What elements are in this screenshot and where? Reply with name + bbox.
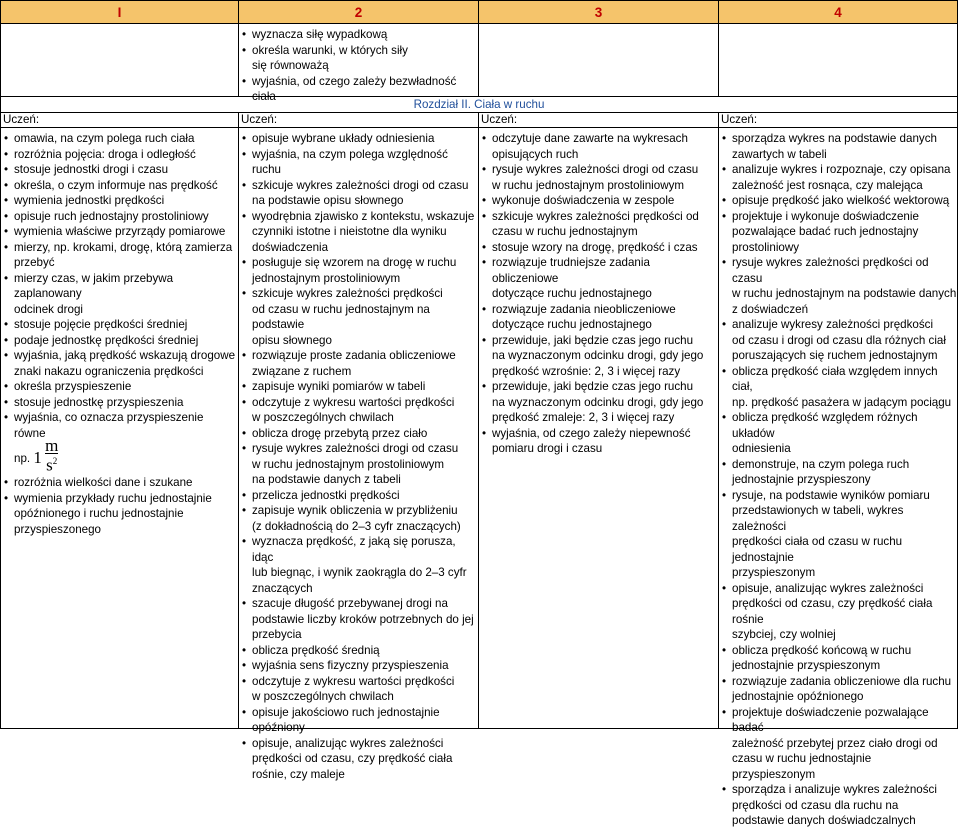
list-item: • wyznacza siłę wypadkową xyxy=(239,27,478,43)
list-item: • odczytuje dane zawarte na wykresach xyxy=(479,131,718,147)
top-cell-1 xyxy=(0,23,239,97)
list-item: prędkość wzrośnie: 2, 3 i więcej razy xyxy=(492,364,681,378)
list-item: jednostajnym prostoliniowym xyxy=(252,271,401,285)
list-item: • odczytuje z wykresu wartości prędkości xyxy=(239,674,478,690)
list-item: • rozróżnia pojęcia: droga i odległość xyxy=(1,147,238,163)
list-item: • stosuje jednostkę przyspieszenia xyxy=(1,395,238,411)
list-item: opisu słownego xyxy=(252,333,332,347)
list-item: jednostajnie przyspieszony xyxy=(732,473,871,486)
list-item: w ruchu jednostajnym na podstawie danych xyxy=(732,287,957,300)
list-item: od czasu i drogi od czasu dla różnych ciał xyxy=(732,333,946,347)
list-item: • wykonuje doświadczenia w zespole xyxy=(479,193,718,209)
list-item: • oblicza prędkość względem różnych układów xyxy=(719,410,957,441)
list-item: poruszających się ruchem jednostajnym xyxy=(732,349,938,362)
section-title: Rozdział II. Ciała w ruchu xyxy=(413,98,545,111)
list-item: zawartych w tabeli xyxy=(732,147,827,161)
list-item: w poszczególnych chwilach xyxy=(252,411,394,424)
col1-list xyxy=(1,131,238,441)
list-item: • rozwiązuje trudniejsze zadania obliczeniowe xyxy=(479,255,718,286)
content-col-4 xyxy=(718,127,958,827)
list-item: • opisuje wybrane układy odniesienia xyxy=(239,131,478,147)
list-item: rośnie, czy maleje xyxy=(252,767,345,781)
list-item: • oblicza drogę przebytą przez ciało xyxy=(239,426,478,442)
formula-num: m xyxy=(45,435,59,455)
list-item: opóźniony xyxy=(252,721,305,734)
list-item: szybciej, czy wolniej xyxy=(732,628,836,641)
col4-list xyxy=(719,131,957,829)
formula-prefix: np. xyxy=(14,451,31,465)
list-item: (z dokładnością do 2–3 cyfr znaczących) xyxy=(252,519,461,533)
list-item: • określa przyspieszenie xyxy=(1,379,238,395)
list-item: • wyjaśnia, od czego zależy bezwładność ciała xyxy=(239,74,478,105)
list-item: pozwalające badać ruch jednostajny xyxy=(732,225,919,238)
list-item: prędkości od czasu dla ruchu na xyxy=(732,798,899,812)
list-item: przyspieszonym xyxy=(732,566,816,579)
list-item: • oblicza prędkość końcową w ruchu xyxy=(719,643,957,659)
header-col-3: 3 xyxy=(478,0,719,24)
col2-list xyxy=(239,131,478,782)
list-item: • mierzy, np. krokami, drogę, którą zamierza xyxy=(1,240,238,256)
col3-list xyxy=(479,131,718,457)
list-item: • rysuje wykres zależności prędkości od czasu xyxy=(719,255,957,286)
list-item: prędkości od czasu, czy prędkość ciała rośnie xyxy=(732,597,933,626)
list-item: • wyjaśnia, od czego zależy niepewność xyxy=(479,426,718,442)
list-item: czasu w ruchu jednostajnym xyxy=(492,225,638,238)
list-item: odcinek drogi xyxy=(14,302,83,316)
list-item: • określa, o czym informuje nas prędkość xyxy=(1,178,238,194)
list-item: lub biegnąc, i wynik zaokrągla do 2–3 cyfr xyxy=(252,566,467,579)
list-item: • rysuje, na podstawie wyników pomiaru xyxy=(719,488,957,504)
list-item: • rozwiązuje zadania obliczeniowe dla ruchu xyxy=(719,674,957,690)
formula xyxy=(1,435,238,475)
list-item: podstawie liczby kroków potrzebnych do jej xyxy=(252,612,474,626)
list-item: • szkicuje wykres zależności drogi od czasu xyxy=(239,178,478,194)
list-item: w ruchu jednostajnym prostoliniowym xyxy=(492,178,685,192)
list-item: odniesienia xyxy=(732,442,791,455)
list-item: • rozwiązuje proste zadania obliczeniowe xyxy=(239,348,478,364)
list-item: • przewiduje, jaki będzie czas jego ruchu xyxy=(479,379,718,395)
list-item: • stosuje jednostki drogi i czasu xyxy=(1,162,238,178)
list-item: • oblicza prędkość ciała względem innych ciał, xyxy=(719,364,957,395)
list-item: przebyć xyxy=(14,256,55,269)
col1-after-list xyxy=(1,475,238,537)
list-item: • projektuje i wykonuje doświadczenie xyxy=(719,209,957,225)
list-item: prędkość zmaleje: 2, 3 i więcej razy xyxy=(492,411,675,424)
list-item: przedstawionych w tabeli, wykres zależności xyxy=(732,504,904,533)
list-item: • opisuje ruch jednostajny prostoliniowy xyxy=(1,209,238,225)
top-list xyxy=(239,27,478,105)
list-item: prostoliniowy xyxy=(732,240,800,254)
list-item: doświadczenia xyxy=(252,240,329,254)
list-item: w ruchu jednostajnym prostoliniowym xyxy=(252,457,445,471)
list-item: • rysuje wykres zależności drogi od czasu xyxy=(239,441,478,457)
list-item: • wymienia przykłady ruchu jednostajnie xyxy=(1,491,238,507)
list-item: opisujących ruch xyxy=(492,147,579,161)
list-item: • sporządza wykres na podstawie danych xyxy=(719,131,957,147)
list-item: • wyznacza prędkość, z jaką się porusza, idąc xyxy=(239,534,478,565)
content-col-2 xyxy=(238,127,479,781)
list-item: • rozwiązuje zadania nieobliczeniowe xyxy=(479,302,718,318)
top-cell-4 xyxy=(718,23,958,97)
list-item: • podaje jednostkę prędkości średniej xyxy=(1,333,238,349)
list-item: jednostajnie przyspieszonym xyxy=(732,659,881,672)
list-item: opóźnionego i ruchu jednostajnie xyxy=(14,507,184,520)
list-item: dotyczące ruchu jednostajnego xyxy=(492,287,652,300)
list-item: zależność jest rosnąca, czy malejąca xyxy=(732,178,923,192)
top-cell-3 xyxy=(478,23,719,97)
content-col-3 xyxy=(478,127,719,729)
list-item: od czasu w ruchu jednostajnym na podstawie xyxy=(252,302,430,331)
list-item: • stosuje wzory na drogę, prędkość i czas xyxy=(479,240,718,256)
list-item: • sporządza i analizuje wykres zależności xyxy=(719,782,957,798)
list-item: • opisuje, analizując wykres zależności xyxy=(719,581,957,597)
student-label-3: Uczeń: xyxy=(478,112,719,128)
list-item: • wyjaśnia, co oznacza przyspieszenie równe xyxy=(1,410,238,441)
list-item: • rysuje wykres zależności drogi od czasu xyxy=(479,162,718,178)
list-item: związane z ruchem xyxy=(252,364,352,378)
list-item: jednostajnie opóźnionego xyxy=(732,690,864,703)
list-item: • zapisuje wynik obliczenia w przybliżeniu xyxy=(239,503,478,519)
list-item: • wyodrębnia zjawisko z kontekstu, wskazuje xyxy=(239,209,478,225)
list-item: • analizuje wykresy zależności prędkości xyxy=(719,317,957,333)
student-label-2: Uczeń: xyxy=(238,112,479,128)
list-item: np. prędkość pasażera w jadącym pociągu xyxy=(732,395,952,409)
list-item: • opisuje jakościowo ruch jednostajnie xyxy=(239,705,478,721)
list-item: prędkości ciała od czasu w ruchu jednostajnie xyxy=(732,535,903,564)
student-label-4: Uczeń: xyxy=(718,112,958,128)
formula-fraction xyxy=(45,435,59,475)
list-item: • wyjaśnia, jaką prędkość wskazują drogowe xyxy=(1,348,238,364)
formula-den: s xyxy=(46,455,53,475)
list-item: • omawia, na czym polega ruch ciała xyxy=(1,131,238,147)
top-cell-2 xyxy=(238,23,479,103)
list-item: • opisuje prędkość jako wielkość wektorową xyxy=(719,193,957,209)
list-item: • demonstruje, na czym polega ruch xyxy=(719,457,957,473)
list-item: • posługuje się wzorem na drogę w ruchu xyxy=(239,255,478,271)
list-item: • szacuje długość przebywanej drogi na xyxy=(239,596,478,612)
header-col-2: 2 xyxy=(238,0,479,24)
list-item: • określa warunki, w których siły xyxy=(239,43,478,59)
list-item: na podstawie danych z tabeli xyxy=(252,473,401,486)
list-item: • wymienia jednostki prędkości xyxy=(1,193,238,209)
list-item: z doświadczeń xyxy=(732,302,809,316)
formula-exp: 2 xyxy=(52,455,58,466)
list-item: prędkości od czasu, czy prędkość ciała xyxy=(252,752,453,765)
list-item: • wyjaśnia sens fizyczny przyspieszenia xyxy=(239,658,478,674)
header-col-4: 4 xyxy=(718,0,958,24)
list-item: znaczących xyxy=(252,581,313,595)
header-col-1: I xyxy=(0,0,239,24)
list-item: pomiaru drogi i czasu xyxy=(492,442,603,455)
list-item: • mierzy czas, w jakim przebywa zaplanowany xyxy=(1,271,238,302)
list-item: • stosuje pojęcie prędkości średniej xyxy=(1,317,238,333)
list-item: przebycia xyxy=(252,628,302,641)
list-item: przyspieszonego xyxy=(14,522,102,536)
list-item: w poszczególnych chwilach xyxy=(252,690,394,703)
list-item: • wymienia właściwe przyrządy pomiarowe xyxy=(1,224,238,240)
list-item: czynniki istotne i nieistotne dla wyniku xyxy=(252,225,447,238)
list-item: podstawie danych doświadczalnych xyxy=(732,814,916,827)
list-item: • zapisuje wyniki pomiarów w tabeli xyxy=(239,379,478,395)
list-item: dotyczące ruchu jednostajnego xyxy=(492,318,652,331)
formula-one: 1 xyxy=(33,448,42,467)
list-item: • opisuje, analizując wykres zależności xyxy=(239,736,478,752)
list-item: • analizuje wykres i rozpoznaje, czy opisana xyxy=(719,162,957,178)
list-item: • szkicuje wykres zależności prędkości od xyxy=(479,209,718,225)
list-item: • odczytuje z wykresu wartości prędkości xyxy=(239,395,478,411)
list-item: • wyjaśnia, na czym polega względność ruchu xyxy=(239,147,478,178)
list-item: • rozróżnia wielkości dane i szukane xyxy=(1,475,238,491)
content-col-1 xyxy=(0,127,239,729)
list-item: • szkicuje wykres zależności prędkości xyxy=(239,286,478,302)
list-item: • projektuje doświadczenie pozwalające badać xyxy=(719,705,957,736)
list-item: czasu w ruchu jednostajnie przyspieszonym xyxy=(732,752,872,781)
list-item: • przelicza jednostki prędkości xyxy=(239,488,478,504)
list-item: na podstawie opisu słownego xyxy=(252,194,404,207)
list-item: zależność przebytej przez ciało drogi od xyxy=(732,736,938,750)
list-item: na wyznaczonym odcinku drogi, gdy jego xyxy=(492,349,704,362)
list-item: się równoważą xyxy=(252,59,329,72)
list-item: na wyznaczonym odcinku drogi, gdy jego xyxy=(492,395,704,409)
list-item: znaki nakazu ograniczenia prędkości xyxy=(14,364,204,378)
list-item: • przewiduje, jaki będzie czas jego ruchu xyxy=(479,333,718,349)
list-item: • oblicza prędkość średnią xyxy=(239,643,478,659)
student-label-1: Uczeń: xyxy=(0,112,239,128)
